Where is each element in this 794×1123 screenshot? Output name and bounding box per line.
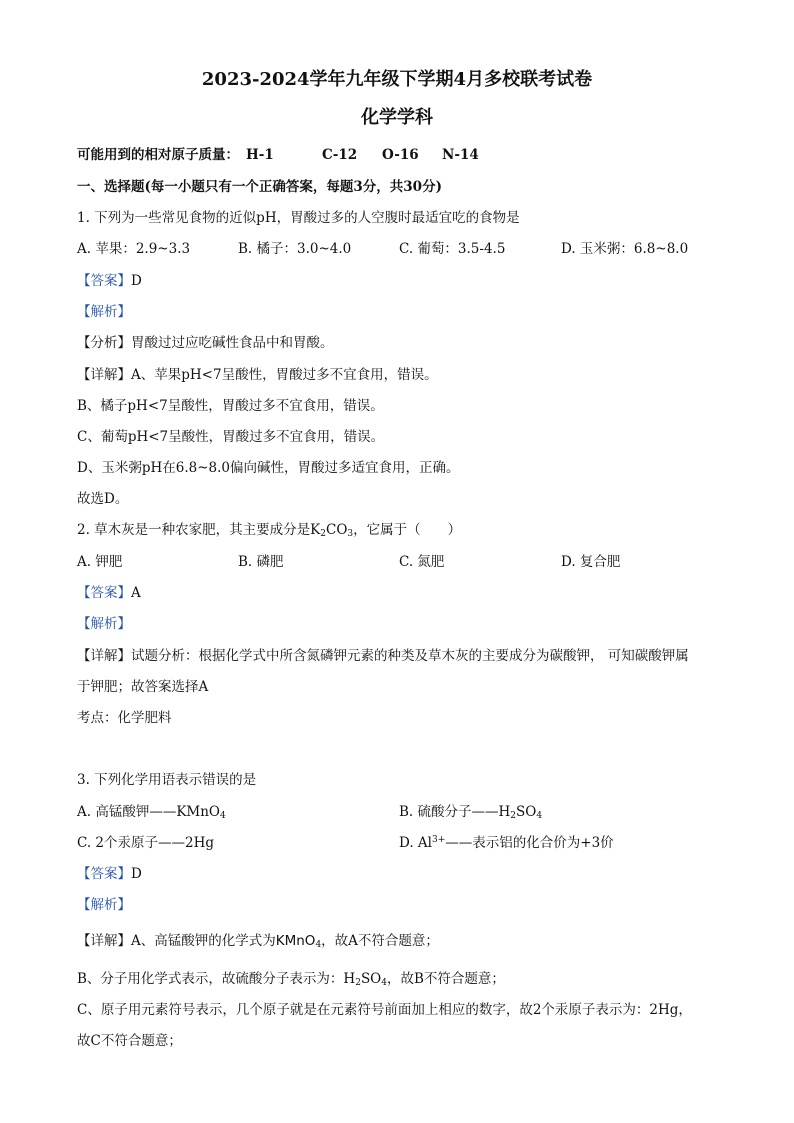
section-heading: 一、选择题(每一小题只有一个正确答案，每题3分，共30分) — [77, 179, 442, 195]
q3-stem: 3. 下列化学用语表示错误的是 — [77, 772, 257, 788]
q1-detail-b: B、橘子pH<7呈酸性，胃酸过多不宜食用，错误。 — [77, 398, 384, 414]
q2-kaodian: 考点：化学肥料 — [77, 710, 172, 726]
q3-option-d: D. $Al^{3+}——$表示铝的化合价为+3价 — [399, 835, 614, 851]
answer-value: D — [131, 273, 142, 289]
detail-text: 试题分析：根据化学式中所含氮磷钾元素的种类及草木灰的主要成分为碳酸钾， 可知碳酸钾属 — [131, 648, 689, 664]
q3-answer — [77, 865, 142, 883]
fenxi-tag: 【分析】 — [77, 335, 131, 351]
q3-option-b: B. 硫酸分子$——H_2SO_4$ — [399, 804, 543, 821]
detail-tag: 【详解】 — [77, 933, 131, 949]
answer-tag: 【答案】 — [77, 273, 131, 289]
q1-answer — [77, 272, 142, 290]
q3-detail-c-line2: 故C不符合题意； — [77, 1033, 182, 1049]
q1-option-a: A. 苹果：2.9~3.3 — [77, 241, 191, 257]
q3-detail-b: B、分子用化学式表示，故硫酸分子表示为：$H_2SO_4$，故B不符合题意； — [77, 971, 505, 988]
q2-detail-line2: 于钾肥；故答案选择A — [77, 679, 209, 695]
exam-title: 2023-2024学年九年级下学期4月多校联考试卷 — [201, 69, 593, 90]
atomic-mass-o: O-16 — [382, 147, 419, 163]
formula-kmno4: KMnO — [275, 933, 316, 949]
q3-analysis-tag: 【解析】 — [77, 897, 131, 913]
q1-detail-c: C、葡萄pH<7呈酸性，胃酸过多不宜食用，错误。 — [77, 429, 385, 445]
atomic-mass-c: C-12 — [322, 147, 358, 163]
q2-option-b: B. 磷肥 — [238, 554, 284, 570]
atomic-mass-label: 可能用到的相对原子质量： — [77, 147, 239, 163]
answer-tag: 【答案】 — [77, 585, 131, 601]
q3-detail-c-line1: C、原子用元素符号表示，几个原子就是在元素符号前面加上相应的数字，故2个汞原子表示为：2Hg， — [77, 1002, 692, 1018]
atomic-mass-n: N-14 — [442, 147, 479, 163]
q1-detail-a — [77, 366, 438, 384]
q1-option-b: B. 橘子：3.0~4.0 — [238, 241, 352, 257]
answer-tag: 【答案】 — [77, 866, 131, 882]
q1-fenxi — [77, 334, 334, 352]
q1-conclusion: 故选D。 — [77, 491, 129, 507]
q3-option-a: A. 高锰酸钾——KMnO$_4$ — [77, 804, 226, 821]
q2-option-c: C. 氮肥 — [399, 554, 445, 570]
answer-value: D — [131, 866, 142, 882]
q2-option-d: D. 复合肥 — [561, 554, 621, 570]
subject-title: 化学学科 — [361, 107, 433, 128]
q1-analysis-tag: 【解析】 — [77, 304, 131, 320]
q2-detail-line1 — [77, 647, 689, 665]
detail-tag: 【详解】 — [77, 367, 131, 383]
atomic-mass-h: H-1 — [246, 147, 274, 163]
q2-option-a: A. 钾肥 — [77, 554, 123, 570]
q2-stem: 2. 草木灰是一种农家肥，其主要成分是$K_2CO_3$，它属于（ ） — [77, 522, 462, 539]
fenxi-text: 胃酸过过应吃碱性食品中和胃酸。 — [131, 335, 334, 351]
q3-option-c: C. 2个汞原子——2Hg — [77, 835, 215, 851]
q3-detail-a: 【详解】A、高锰酸钾的化学式为KMnO$_4$，故A不符合题意； — [77, 933, 439, 950]
q1-option-d: D. 玉米粥：6.8~8.0 — [561, 241, 689, 257]
q1-stem: 1. 下列为一些常见食物的近似pH，胃酸过多的人空腹时最适宜吃的食物是 — [77, 210, 520, 226]
q1-option-c: C. 葡萄：3.5-4.5 — [399, 241, 506, 257]
answer-value: A — [131, 585, 141, 601]
q1-detail-d: D、玉米粥pH在6.8~8.0偏向碱性，胃酸过多适宜食用，正确。 — [77, 460, 460, 476]
detail-text: A、苹果pH<7呈酸性，胃酸过多不宜食用，错误。 — [131, 367, 438, 383]
detail-tag: 【详解】 — [77, 648, 131, 664]
q2-answer — [77, 584, 141, 602]
q2-analysis-tag: 【解析】 — [77, 616, 131, 632]
